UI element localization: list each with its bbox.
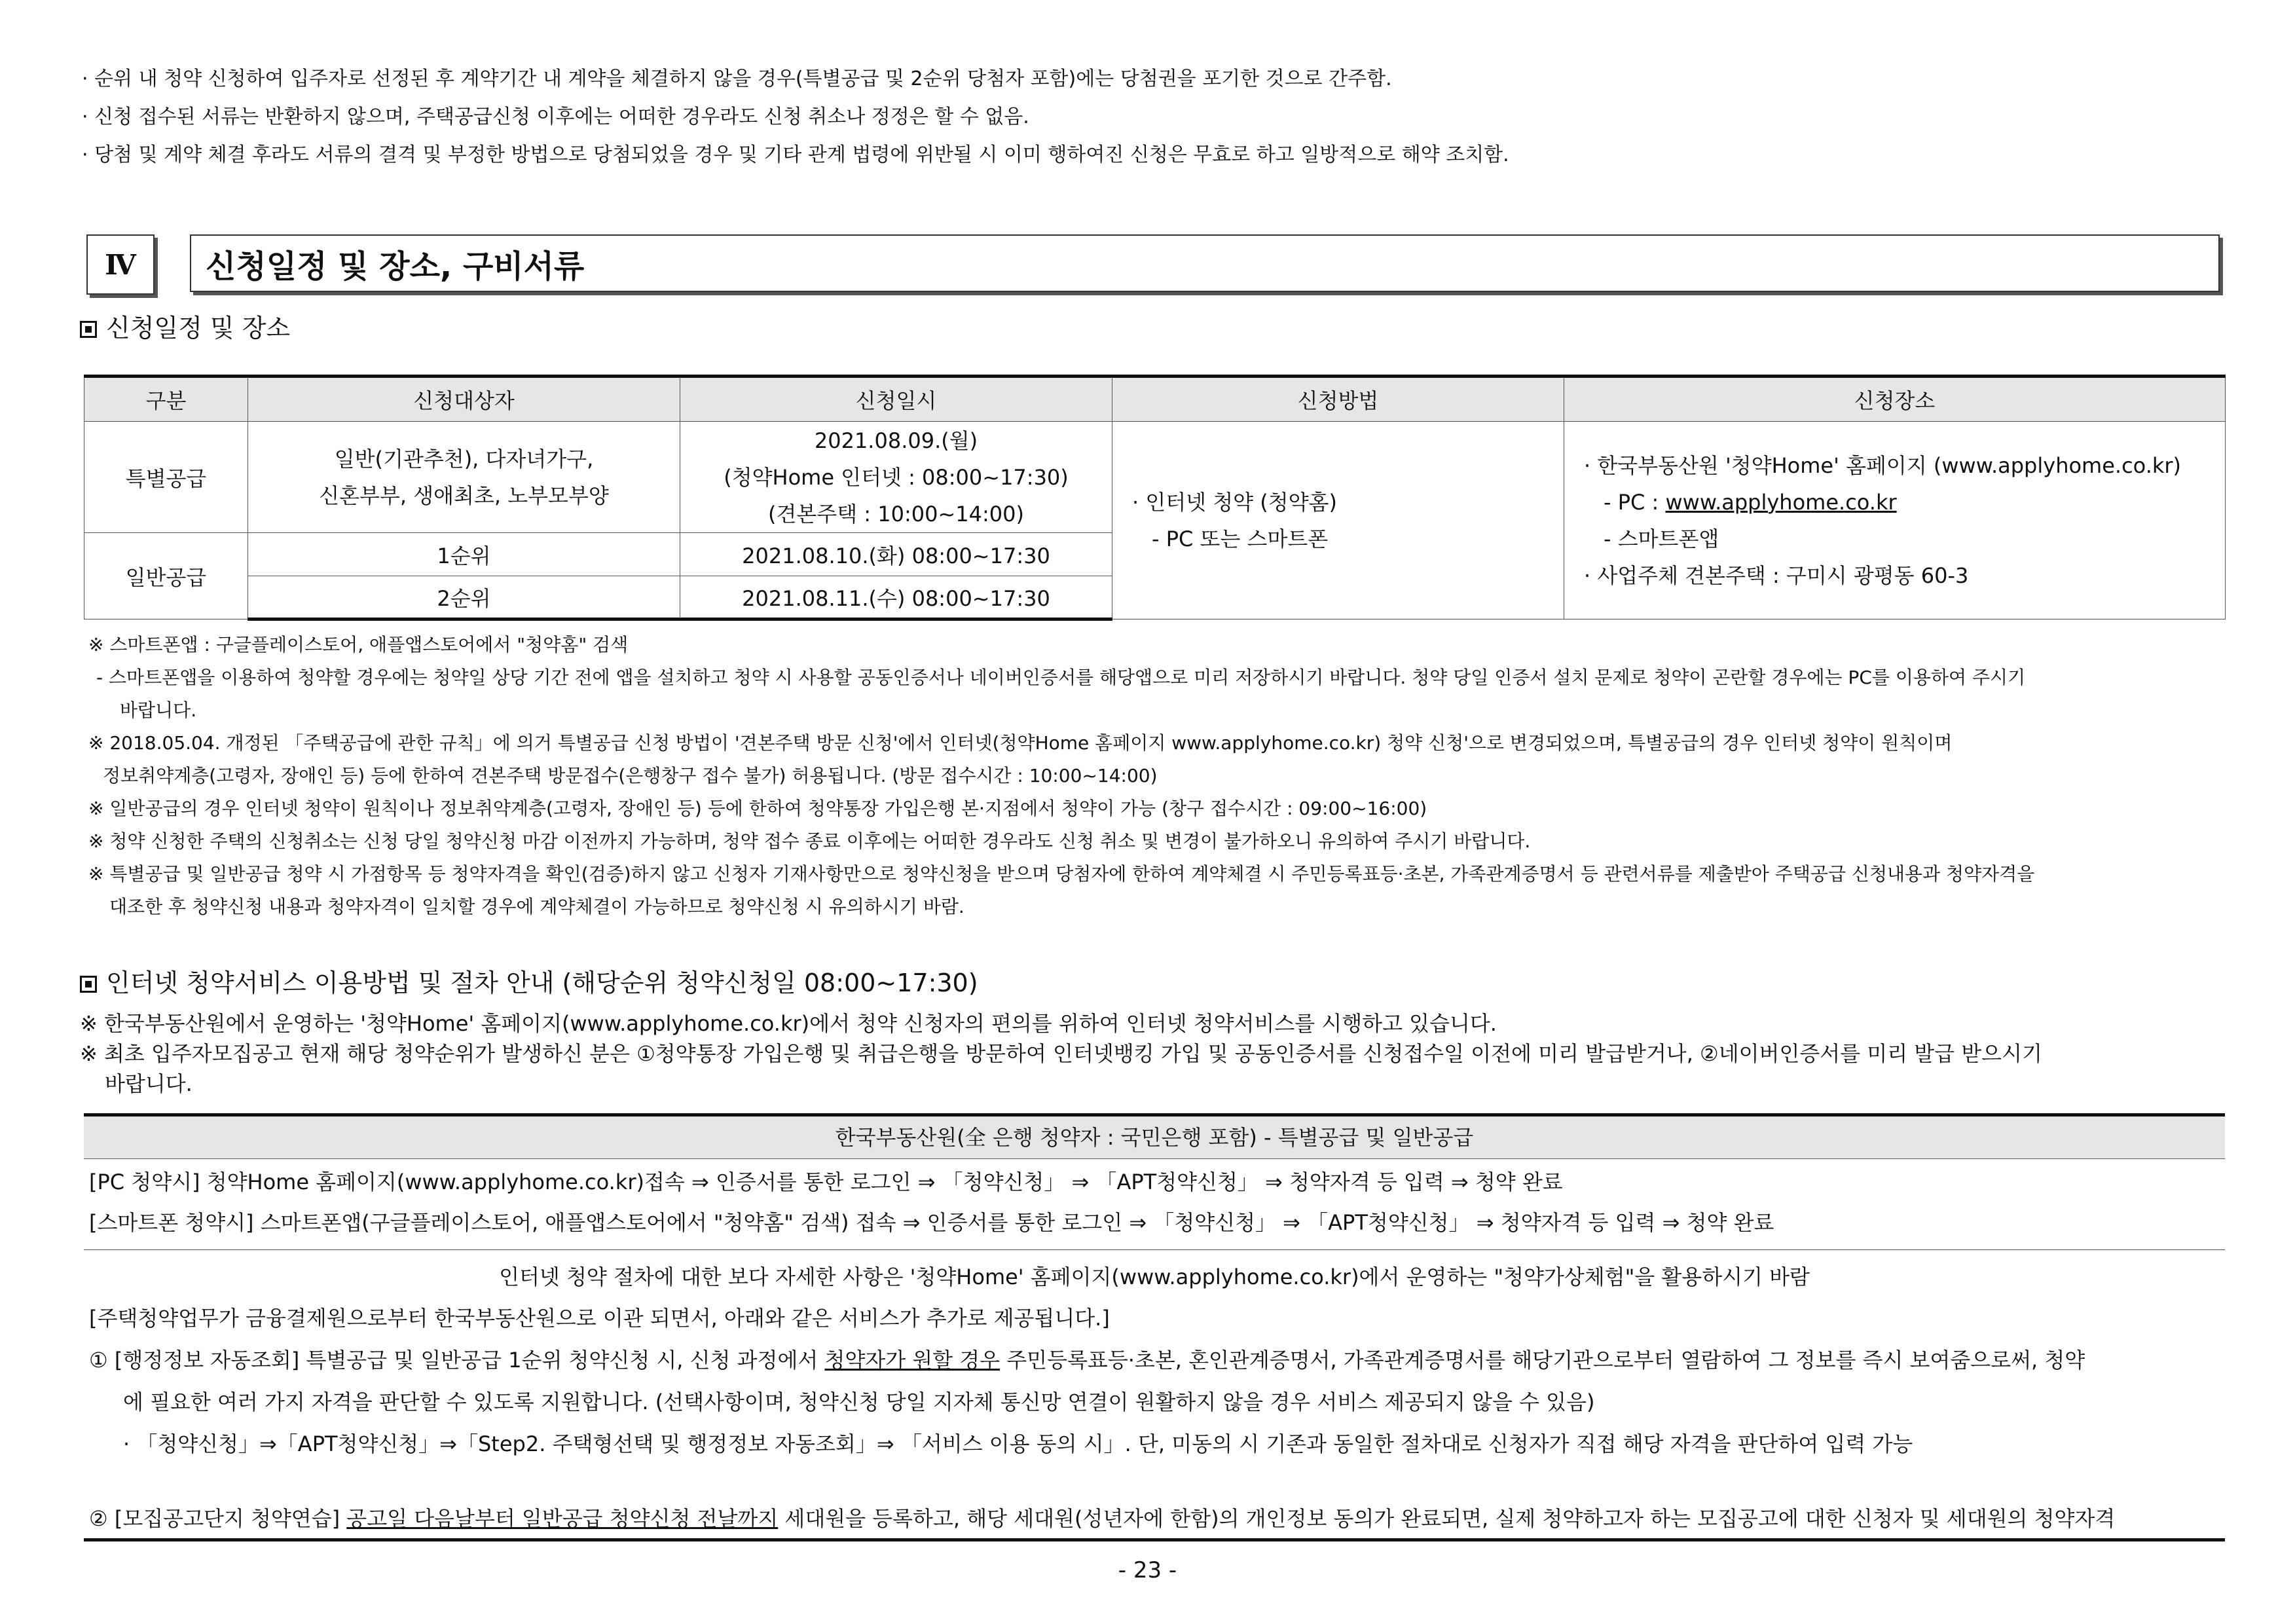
header-cell: 구분: [84, 377, 248, 422]
bullet-item: · 순위 내 청약 신청하여 입주자로 선정된 후 계약기간 내 계약을 체결하지 않을 경우(특별공급 및 2순위 당첨자 포함)에는 당첨권을 포기한 것으로 간주함.: [82, 67, 1392, 90]
note-line: 정보취약계층(고령자, 장애인 등) 등에 한하여 견본주택 방문접수(은행창구 접수 불가) 허용됩니다. (방문 접수시간 : 10:00~14:00): [103, 765, 1158, 786]
divider: [84, 1249, 2225, 1250]
schedule-notes: [88, 629, 2236, 923]
note-line: 바랍니다.: [120, 699, 197, 721]
note-line: ※ 최초 입주자모집공고 현재 해당 청약순위가 발생하신 분은 ①청약통장 가입은행 및 취급은행을 방문하여 인터넷뱅킹 가입 및 공동인증서를 신청접수일 이전에 미리 발급받거나, ②네이버인증서를 미리 발급 받으시기: [80, 1041, 2042, 1066]
category-cell: 특별공급: [84, 422, 248, 533]
header-cell: 신청방법: [1112, 377, 1564, 422]
target-cell: 2순위: [248, 576, 680, 619]
divider: [84, 1538, 2225, 1541]
schedule-heading: 신청일정 및 장소: [80, 308, 290, 344]
service-intro: [주택청약업무가 금융결제원으로부터 한국부동산원으로 이관 되면서, 아래와 같은 서비스가 추가로 제공됩니다.]: [89, 1306, 1110, 1331]
place-cell: · 한국부동산원 '청약Home' 홈페이지 (www.applyhome.co.kr) - PC : www.applyhome.co.kr - 스마트폰앱 · 사업주체 견본주택 : 구미시 광평동 60-3: [1564, 422, 2226, 619]
table-header-row: [84, 377, 2226, 422]
note-line: 바랍니다.: [105, 1071, 193, 1096]
internet-heading: 인터넷 청약서비스 이용방법 및 절차 안내 (해당순위 청약신청일 08:00~17:30): [80, 963, 978, 999]
intro-bullets: [82, 60, 2243, 174]
smartphone-procedure: [스마트폰 청약시] 스마트폰앱(구글플레이스토어, 애플앱스토어에서 "청약홈" 검색) 접속 ⇒ 인증서를 통한 로그인 ⇒ 「청약신청」 ⇒ 「APT청약신청」 ⇒ 청약자격 등 입력 ⇒ 청약 완료: [89, 1210, 1774, 1235]
note-line: ※ 일반공급의 경우 인터넷 청약이 원칙이나 정보취약계층(고령자, 장애인 등) 등에 한하여 청약통장 가입은행 본·지점에서 청약이 가능 (창구 접수시간 : 09:00~16:00): [88, 798, 1427, 819]
internet-notes: [80, 1008, 2241, 1099]
header-cell: 신청장소: [1564, 377, 2226, 422]
detail-notice: 인터넷 청약 절차에 대한 보다 자세한 사항은 '청약Home' 홈페이지(www.applyhome.co.kr)에서 운영하는 "청약가상체험"을 활용하시기 바람: [499, 1264, 1810, 1289]
date-cell: 2021.08.11.(수) 08:00~17:30: [680, 576, 1112, 619]
note-line: ※ 특별공급 및 일반공급 청약 시 가점항목 등 청약자격을 확인(검증)하지 않고 신청자 기재사항만으로 청약신청을 받으며 당첨자에 한하여 계약체결 시 주민등록표등·초본, 가족관계증명서 등 관련서류를 제출받아 주택공급 신청내용과 청약자격을: [88, 863, 2035, 885]
service-item-1: ① [행정정보 자동조회] 특별공급 및 일반공급 1순위 청약신청 시, 신청 과정에서 청약자가 원할 경우 주민등록표등·초본, 혼인관계증명서, 가족관계증명서를 해당기관으로부터 열람하여 그 정보를 즉시 보여줌으로써, 청약: [89, 1348, 2085, 1373]
note-line: - 스마트폰앱을 이용하여 청약할 경우에는 청약일 상당 기간 전에 앱을 설치하고 청약 시 사용할 공동인증서나 네이버인증서를 해당앱으로 미리 저장하시기 바랍니다. 청약 당일 인증서 설치 문제로 청약이 곤란할 경우에는 PC를 이용하여 주시기: [96, 667, 2026, 688]
filled-square-icon: [80, 976, 97, 993]
procedure-box: [84, 1113, 2225, 1540]
note-line: 대조한 후 청약신청 내용과 청약자격이 일치할 경우에 계약체결이 가능하므로 청약신청 시 유의하시기 바람.: [109, 896, 964, 917]
procedure-box-header: 한국부동산원(全 은행 청약자 : 국민은행 포함) - 특별공급 및 일반공급: [84, 1116, 2225, 1159]
service-item-1-steps: · 「청약신청」⇒「APT청약신청」⇒「Step2. 주택형선택 및 행정정보 자동조회」⇒ 「서비스 이용 동의 시」. 단, 미동의 시 기존과 동일한 절차대로 신청자가 직접 해당 자격을 판단하여 입력 가능: [123, 1431, 1913, 1456]
pc-procedure: [PC 청약시] 청약Home 홈페이지(www.applyhome.co.kr)접속 ⇒ 인증서를 통한 로그인 ⇒ 「청약신청」 ⇒ 「APT청약신청」 ⇒ 청약자격 등 입력 ⇒ 청약 완료: [89, 1170, 1563, 1194]
bullet-item: · 신청 접수된 서류는 반환하지 않으며, 주택공급신청 이후에는 어떠한 경우라도 신청 취소나 정정은 할 수 없음.: [82, 105, 1029, 128]
date-cell: 2021.08.10.(화) 08:00~17:30: [680, 533, 1112, 576]
section-number: Ⅳ: [86, 234, 155, 295]
note-line: ※ 2018.05.04. 개정된 「주택공급에 관한 규칙」에 의거 특별공급 신청 방법이 '견본주택 방문 신청'에서 인터넷(청약Home 홈페이지 www.applyhome.co.kr) 청약 신청'으로 변경되었으며, 특별공급의 경우 인터넷 청약이 원칙이며: [88, 732, 1953, 754]
service-item-1-cont: 에 필요한 여러 가지 자격을 판단할 수 있도록 지원합니다. (선택사항이며, 청약신청 당일 지자체 통신망 연결이 원활하지 않을 경우 서비스 제공되지 않을 수 있음): [123, 1390, 1595, 1414]
page-number: - 23 -: [1118, 1557, 1177, 1583]
bullet-item: · 당첨 및 계약 체결 후라도 서류의 결격 및 부정한 방법으로 당첨되었을 경우 및 기타 관계 법령에 위반될 시 이미 행하여진 신청은 무효로 하고 일방적으로 해약 조치함.: [82, 143, 1509, 166]
target-cell: 일반(기관추천), 다자녀가구, 신혼부부, 생애최초, 노부모부양: [248, 422, 680, 533]
target-cell: 1순위: [248, 533, 680, 576]
date-cell: 2021.08.09.(월) (청약Home 인터넷 : 08:00~17:30) (견본주택 : 10:00~14:00): [680, 422, 1112, 533]
filled-square-icon: [80, 321, 97, 338]
note-line: ※ 청약 신청한 주택의 신청취소는 신청 당일 청약신청 마감 이전까지 가능하며, 청약 접수 종료 이후에는 어떠한 경우라도 신청 취소 및 변경이 불가하오니 유의하여 주시기 바랍니다.: [88, 830, 1531, 852]
section-title: 신청일정 및 장소, 구비서류: [190, 234, 2220, 292]
note-line: ※ 스마트폰앱 : 구글플레이스토어, 애플앱스토어에서 "청약홈" 검색: [88, 634, 629, 655]
service-list: [84, 1297, 2225, 1540]
header-cell: 신청일시: [680, 377, 1112, 422]
applyhome-link[interactable]: www.applyhome.co.kr: [1665, 489, 1897, 515]
table-row: [84, 422, 2226, 533]
schedule-table: [84, 375, 2226, 621]
service-item-2: ② [모집공고단지 청약연습] 공고일 다음날부터 일반공급 청약신청 전날까지 세대원을 등록하고, 해당 세대원(성년자에 한함)의 개인정보 동의가 완료되면, 실제 청약하고자 하는 모집공고에 대한 신청자 및 세대원의 청약자격: [89, 1506, 2116, 1531]
header-cell: 신청대상자: [248, 377, 680, 422]
note-line: ※ 한국부동산원에서 운영하는 '청약Home' 홈페이지(www.applyhome.co.kr)에서 청약 신청자의 편의를 위하여 인터넷 청약서비스를 시행하고 있습니다.: [80, 1011, 1497, 1036]
category-cell: 일반공급: [84, 533, 248, 619]
method-cell: · 인터넷 청약 (청약홈) - PC 또는 스마트폰: [1112, 422, 1564, 619]
